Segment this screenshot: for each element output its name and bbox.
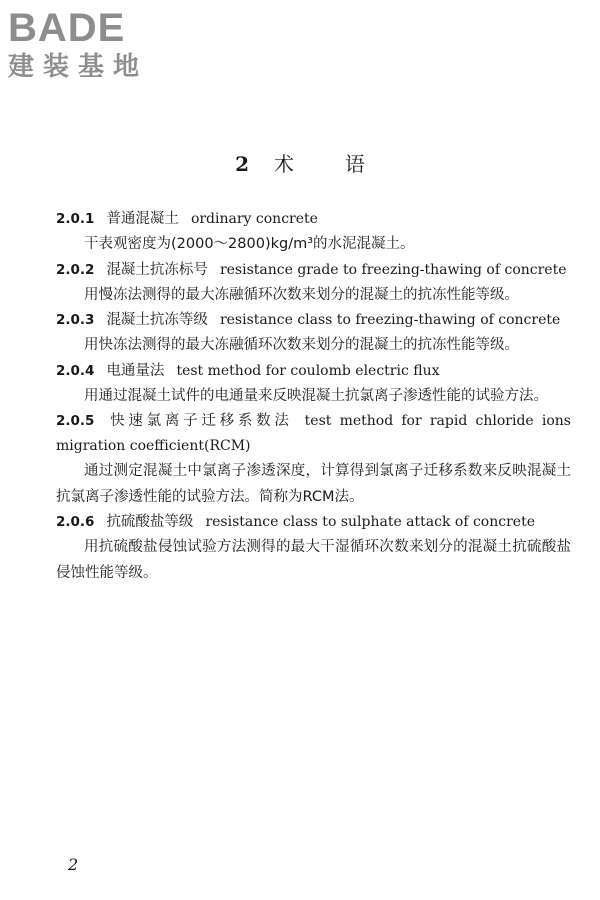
term-entry xyxy=(56,258,571,309)
term-chinese: 普通混凝土 xyxy=(106,211,179,227)
term-definition: 用抗硫酸盐侵蚀试验方法测得的最大干湿循环次数来划分的混凝土抗硫酸盐侵蚀性能等级。 xyxy=(56,539,571,581)
term-entry xyxy=(56,207,571,258)
term-english: test method for coulomb electric flux xyxy=(176,362,440,379)
term-entry xyxy=(56,510,571,586)
term-english: resistance class to freezing-thawing of concrete xyxy=(219,312,561,328)
term-chinese: 混凝土抗冻标号 xyxy=(106,261,208,278)
chapter-title-part-1: 术 xyxy=(273,152,294,176)
term-english: resistance grade to freezing-thawing of concrete xyxy=(219,261,567,278)
term-heading xyxy=(56,409,571,459)
terms-list xyxy=(56,207,571,586)
chapter-title-part-2: 语 xyxy=(344,152,365,176)
term-heading xyxy=(56,308,571,333)
term-chinese: 抗硫酸盐等级 xyxy=(106,514,194,530)
page-number: 2 xyxy=(68,855,79,874)
term-heading xyxy=(56,258,571,283)
term-chinese: 电通量法 xyxy=(106,362,165,379)
term-entry xyxy=(56,308,571,359)
term-heading xyxy=(56,359,571,384)
term-english: test method for rapid chloride ions migration coefficient(RCM) xyxy=(56,413,571,454)
term-heading xyxy=(56,207,571,232)
term-number: 2.0.1 xyxy=(56,211,95,227)
term-english: resistance class to sulphate attack of concrete xyxy=(205,514,535,530)
term-number: 2.0.4 xyxy=(56,362,95,379)
term-heading xyxy=(56,510,571,535)
term-number: 2.0.3 xyxy=(56,312,95,328)
term-english: ordinary concrete xyxy=(190,211,318,227)
term-number: 2.0.5 xyxy=(56,413,95,429)
term-chinese: 快速氯离子迁移系数法 xyxy=(106,413,293,429)
term-definition: 用通过混凝土试件的电通量来反映混凝土抗氯离子渗透性能的试验方法。 xyxy=(84,387,548,404)
term-definition: 用快冻法测得的最大冻融循环次数来划分的混凝土的抗冻性能等级。 xyxy=(84,337,519,353)
chapter-number: 2 xyxy=(235,152,249,176)
term-entry xyxy=(56,409,571,510)
term-definition: 用慢冻法测得的最大冻融循环次数来划分的混凝土的抗冻性能等级。 xyxy=(84,286,519,303)
chapter-title xyxy=(0,148,600,177)
logo-chinese-text: 建装基地 xyxy=(8,52,149,82)
term-number: 2.0.2 xyxy=(56,261,95,278)
term-definition: 通过测定混凝土中氯离子渗透深度，计算得到氯离子迁移系数来反映混凝土抗氯离子渗透性能的试验方法。简称为RCM法。 xyxy=(56,463,571,505)
logo-latin-text: BADE xyxy=(8,6,126,50)
brand-logo xyxy=(8,8,148,82)
term-entry xyxy=(56,359,571,410)
term-chinese: 混凝土抗冻等级 xyxy=(106,312,208,328)
term-number: 2.0.6 xyxy=(56,514,95,530)
term-definition: 干表观密度为(2000～2800)kg/m³的水泥混凝土。 xyxy=(84,236,415,252)
